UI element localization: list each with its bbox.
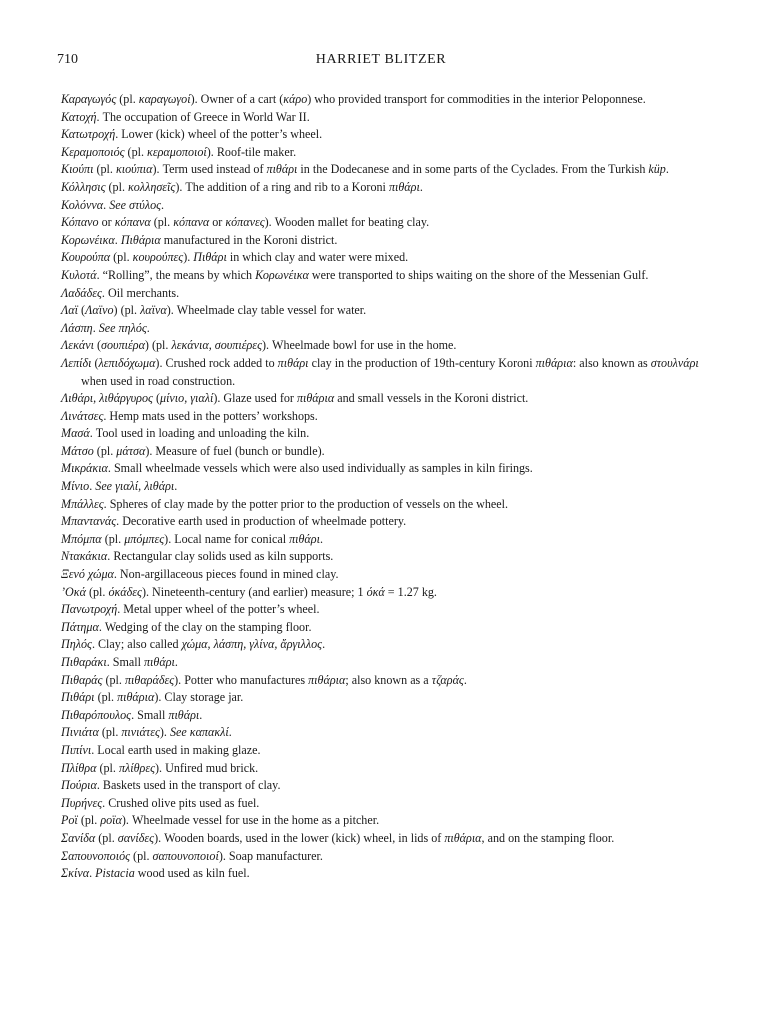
entry-text: . Decorative earth used in production of wheelmade pottery. bbox=[116, 514, 407, 529]
entry-text: λεκάνια, σουπιέρες bbox=[171, 338, 262, 353]
entry-text: when used in road construction. bbox=[81, 373, 236, 388]
entry-text: . Rectangular clay solids used as kiln supports. bbox=[107, 549, 334, 564]
entry-term: Πηλός bbox=[61, 637, 92, 652]
glossary-entry bbox=[61, 812, 706, 830]
glossary-entry bbox=[61, 548, 706, 566]
entry-term: Κόλλησις bbox=[61, 179, 106, 194]
entry-text: μάτσα bbox=[116, 443, 146, 458]
entry-text: . Wedging of the clay on the stamping floor. bbox=[98, 619, 312, 634]
entry-text: ). Unfired mud brick. bbox=[155, 760, 259, 775]
entry-text: . Spheres of clay made by the potter prior to the production of vessels on the wheel. bbox=[103, 496, 509, 511]
entry-text: or bbox=[209, 215, 226, 230]
glossary-entry bbox=[61, 830, 706, 848]
entry-text: ). Potter who manufactures bbox=[174, 672, 309, 687]
entry-term: Σαπουνοποιός bbox=[61, 848, 131, 863]
entry-term: Καραγωγός bbox=[61, 92, 117, 106]
glossary-entry bbox=[61, 654, 706, 672]
entry-text: στουλνάρι bbox=[650, 355, 699, 370]
glossary-entry bbox=[61, 232, 706, 250]
entry-text: ( bbox=[93, 338, 102, 353]
entry-text: See γιαλί, λιθάρι bbox=[95, 479, 175, 494]
entry-text: , and on the stamping floor. bbox=[481, 830, 615, 845]
entry-term: Λαϊ bbox=[61, 303, 79, 318]
entry-term: Πούρια bbox=[61, 778, 97, 793]
entry-text: ). Glaze used for bbox=[213, 391, 297, 406]
glossary-entry bbox=[61, 425, 706, 443]
entry-text: clay in the production of 19th-century Koroni bbox=[308, 355, 536, 370]
entry-text: ). Owner of a cart ( bbox=[190, 92, 284, 106]
glossary-entry bbox=[61, 197, 706, 215]
entry-term: Κιούπι bbox=[61, 162, 94, 177]
entry-term: Πιθαράκι bbox=[61, 655, 107, 669]
entry-term: Κατωτροχή bbox=[61, 127, 116, 142]
glossary-entry bbox=[61, 179, 706, 197]
entry-text: . bbox=[114, 232, 121, 247]
glossary-entry bbox=[61, 795, 706, 813]
entry-text: πιθάρι bbox=[388, 179, 420, 194]
entry-text: : also known as bbox=[572, 355, 651, 370]
entry-text: Πιθάρια bbox=[120, 232, 161, 247]
entry-term: Λεπίδι bbox=[61, 355, 92, 370]
entry-term: Πυρήνες bbox=[61, 795, 103, 810]
entry-text: πιθάρια bbox=[296, 391, 335, 406]
entry-text: πλίθρες bbox=[118, 760, 156, 775]
entry-text: πιθάρι bbox=[289, 531, 320, 546]
entry-text: . bbox=[161, 197, 165, 212]
glossary-entry bbox=[61, 109, 706, 127]
entry-text: σουπιέρα bbox=[101, 338, 145, 353]
entry-text: κόπανα bbox=[114, 215, 151, 230]
glossary-entry bbox=[61, 672, 706, 690]
entry-text: σανίδες bbox=[117, 830, 155, 845]
entry-text: (pl. bbox=[124, 144, 148, 159]
entry-text: . bbox=[199, 707, 203, 722]
entry-text: . bbox=[665, 162, 669, 177]
entry-term: Σκίνα bbox=[61, 866, 90, 881]
entry-text: Λαϊνο bbox=[85, 303, 114, 318]
entry-text: or bbox=[98, 215, 115, 230]
entry-term: Πινιάτα bbox=[61, 725, 99, 740]
entry-text: . Small bbox=[131, 707, 169, 722]
entry-text: ). Soap manufacturer. bbox=[218, 848, 323, 863]
glossary-entry bbox=[61, 337, 706, 355]
running-head: HARRIET BLITZER bbox=[315, 52, 447, 67]
entry-text: Κορωνέικα bbox=[255, 267, 309, 282]
entry-text: κιούπια bbox=[115, 162, 153, 177]
entry-text: . bbox=[322, 637, 326, 652]
entry-term: ’Οκά bbox=[61, 584, 86, 599]
entry-text: . bbox=[103, 197, 110, 212]
entry-text: (pl. bbox=[85, 584, 109, 599]
glossary-entry bbox=[61, 513, 706, 531]
glossary-entry bbox=[61, 496, 706, 514]
entry-text: in the Dodecanese and in some parts of the Cyclades. From the Turkish bbox=[297, 162, 649, 177]
glossary-entry bbox=[61, 285, 706, 303]
glossary-entry bbox=[61, 214, 706, 232]
entry-text: τζαράς bbox=[431, 672, 464, 687]
entry-text: (pl. bbox=[77, 813, 101, 828]
entry-text: ). Term used instead of bbox=[152, 162, 267, 177]
entry-text: ( bbox=[152, 391, 160, 406]
entry-text: . Local earth used in making glaze. bbox=[91, 742, 261, 757]
glossary-entry bbox=[61, 355, 706, 390]
entry-term: Μασά bbox=[61, 426, 90, 441]
entry-text: ). The addition of a ring and rib to a Koroni bbox=[175, 179, 389, 194]
entry-text: ( bbox=[91, 355, 99, 370]
glossary-entry bbox=[61, 689, 706, 707]
entry-term: Λεκάνι bbox=[61, 338, 94, 353]
entry-text: ). Clay storage jar. bbox=[154, 690, 244, 705]
entry-term: Κολόννα bbox=[61, 197, 104, 212]
glossary-entry bbox=[61, 707, 706, 725]
entry-text: ). Crushed rock added to bbox=[155, 355, 278, 370]
entry-text: . Oil merchants. bbox=[101, 285, 180, 300]
entry-text: ). Wheelmade bowl for use in the home. bbox=[261, 338, 457, 353]
glossary-entry bbox=[61, 777, 706, 795]
entry-text: (pl. bbox=[110, 250, 133, 265]
page-number: 710 bbox=[57, 52, 78, 67]
entry-text: πινιάτες bbox=[121, 725, 160, 740]
entry-text: . bbox=[319, 531, 323, 546]
entry-term: Μικράκια bbox=[61, 461, 108, 476]
entry-text: πιθάρια bbox=[444, 830, 482, 845]
entry-text: πιθάρι bbox=[168, 707, 200, 722]
entry-text: (pl. bbox=[93, 162, 116, 177]
glossary-entry bbox=[61, 144, 706, 162]
glossary-entry bbox=[61, 443, 706, 461]
entry-text: κόπανες bbox=[225, 215, 265, 230]
entry-term: Ξενό χώμα bbox=[61, 567, 114, 582]
entry-text: . Crushed olive pits used as fuel. bbox=[102, 795, 260, 810]
glossary-entry bbox=[61, 601, 706, 619]
entry-text: . bbox=[228, 725, 232, 740]
entry-text: ). Wooden mallet for beating clay. bbox=[264, 215, 430, 230]
entry-text: . Clay; also called bbox=[91, 637, 182, 652]
entry-text: χώμα, λάσπη, γλίνα, ἄργιλλος bbox=[181, 637, 323, 652]
entry-text: . bbox=[89, 479, 96, 494]
glossary-entries bbox=[61, 91, 706, 883]
entry-text: ). Measure of fuel (bunch or bundle). bbox=[145, 443, 325, 458]
glossary-entry bbox=[61, 390, 706, 408]
entry-text: κουρούπες bbox=[132, 250, 184, 265]
entry-term: Πάτημα bbox=[61, 619, 99, 634]
entry-text: (pl. bbox=[130, 848, 153, 863]
glossary-entry bbox=[61, 566, 706, 584]
entry-term: Μάτσο bbox=[61, 443, 94, 458]
entry-text: μίνιο, γιαλί bbox=[160, 391, 214, 406]
entry-text: ). Wooden boards, used in the lower (kick) wheel, in lids of bbox=[154, 830, 445, 845]
entry-text: (pl. bbox=[102, 672, 125, 687]
entry-text: . bbox=[463, 672, 467, 687]
entry-text: ) who provided transport for commodities in the interior Peloponnese. bbox=[307, 92, 646, 106]
entry-text: (pl. bbox=[95, 830, 118, 845]
entry-text: . Small bbox=[106, 655, 144, 669]
entry-term: Κυλοτά bbox=[61, 267, 97, 282]
entry-term: Λιθάρι, λιθάργυρος bbox=[61, 391, 153, 406]
glossary-entry bbox=[61, 126, 706, 144]
entry-term: Μπάλλες bbox=[61, 496, 104, 511]
entry-text: See πηλός bbox=[98, 320, 147, 335]
entry-text: ). Wheelmade clay table vessel for water. bbox=[166, 303, 367, 318]
glossary-entry bbox=[61, 636, 706, 654]
entry-text: . The occupation of Greece in World War II. bbox=[96, 109, 310, 124]
entry-text: . Non-argillaceous pieces found in mined clay. bbox=[113, 567, 339, 582]
entry-term: Πιθαράς bbox=[61, 672, 103, 687]
glossary-entry bbox=[61, 478, 706, 496]
entry-text: . bbox=[92, 320, 99, 335]
entry-text: . Hemp mats used in the potters’ workshops. bbox=[103, 408, 318, 423]
entry-text: όκά bbox=[366, 584, 385, 599]
entry-text: ; also known as a bbox=[345, 672, 432, 687]
entry-text: (pl. bbox=[105, 179, 128, 194]
entry-text: πιθάρι bbox=[266, 162, 298, 177]
entry-text: were transported to ships waiting on the shore of the Messenian Gulf. bbox=[308, 267, 649, 282]
glossary-entry bbox=[61, 408, 706, 426]
entry-text: σαπουνοποιοί bbox=[152, 848, 219, 863]
entry-text: . bbox=[419, 179, 423, 194]
entry-text: πιθάρια bbox=[117, 690, 155, 705]
entry-text: in which clay and water were mixed. bbox=[226, 250, 409, 265]
entry-text: (pl. bbox=[116, 92, 139, 106]
entry-term: Κόπανο bbox=[61, 215, 99, 230]
entry-text: (pl. bbox=[150, 215, 174, 230]
entry-text: . Lower (kick) wheel of the potter’s wheel. bbox=[115, 127, 323, 142]
entry-text: ( bbox=[78, 303, 86, 318]
glossary-entry bbox=[61, 531, 706, 549]
glossary-entry bbox=[61, 760, 706, 778]
entry-text: ). bbox=[159, 725, 170, 740]
entry-text: Πιθάρι bbox=[193, 250, 227, 265]
entry-term: Πανωτροχή bbox=[61, 602, 118, 617]
entry-text: . “Rolling”, the means by which bbox=[96, 267, 256, 282]
glossary-entry bbox=[61, 460, 706, 478]
entry-term: Κεραμοποιός bbox=[61, 144, 125, 159]
entry-text: πιθάρι bbox=[277, 355, 309, 370]
entry-text: ). Wheelmade vessel for use in the home as a pitcher. bbox=[121, 813, 380, 828]
entry-term: Λάσπη bbox=[61, 320, 93, 335]
entry-term: Κατοχή bbox=[61, 109, 97, 124]
entry-text: . Tool used in loading and unloading the kiln. bbox=[89, 426, 310, 441]
entry-text: = 1.27 kg. bbox=[384, 584, 437, 599]
entry-text: καραγωγοί bbox=[138, 92, 191, 106]
entry-term: Πλίθρα bbox=[61, 760, 97, 775]
entry-text: . bbox=[89, 866, 96, 881]
entry-text: . bbox=[174, 655, 178, 669]
entry-text: . Metal upper wheel of the potter’s wheel. bbox=[117, 602, 320, 617]
page-header bbox=[57, 52, 705, 74]
entry-text: manufactured in the Koroni district. bbox=[160, 232, 338, 247]
entry-term: Λινάτσες bbox=[61, 408, 104, 423]
entry-term: Μπαντανάς bbox=[61, 514, 117, 529]
glossary-entry bbox=[61, 848, 706, 866]
entry-text: wood used as kiln fuel. bbox=[134, 866, 250, 881]
glossary-entry bbox=[61, 161, 706, 179]
glossary-entry bbox=[61, 249, 706, 267]
entry-text: . bbox=[174, 479, 178, 494]
entry-text: κόπανα bbox=[173, 215, 210, 230]
entry-text: and small vessels in the Koroni district. bbox=[334, 391, 529, 406]
entry-text: Pistacia bbox=[95, 866, 135, 881]
entry-text: ). Local name for conical bbox=[164, 531, 290, 546]
glossary-entry bbox=[61, 584, 706, 602]
entry-term: Κουρούπα bbox=[61, 250, 111, 265]
entry-text: ). bbox=[183, 250, 194, 265]
entry-text: (pl. bbox=[96, 760, 119, 775]
entry-text: ). Roof-tile maker. bbox=[206, 144, 297, 159]
entry-term: Πιπίνι bbox=[61, 742, 92, 757]
glossary-entry bbox=[61, 619, 706, 637]
glossary-entry bbox=[61, 320, 706, 338]
entry-text: ) (pl. bbox=[113, 303, 141, 318]
entry-text: . bbox=[146, 320, 150, 335]
entry-text: (pl. bbox=[93, 443, 117, 458]
entry-text: πιθάρια bbox=[308, 672, 346, 687]
entry-text: See στύλος bbox=[109, 197, 162, 212]
entry-term: Σανίδα bbox=[61, 830, 96, 845]
entry-text: όκάδες bbox=[108, 584, 142, 599]
entry-term: Πιθαρόπουλος bbox=[61, 707, 132, 722]
entry-text: (pl. bbox=[101, 531, 125, 546]
entry-text: ). Nineteenth-century (and earlier) measure; 1 bbox=[141, 584, 367, 599]
entry-text: ) (pl. bbox=[144, 338, 172, 353]
entry-text: λαϊνα bbox=[140, 303, 167, 318]
glossary-entry bbox=[61, 742, 706, 760]
entry-text: κάρο bbox=[283, 92, 308, 106]
entry-text: πιθάρια bbox=[535, 355, 573, 370]
entry-text: (pl. bbox=[94, 690, 118, 705]
glossary-entry bbox=[61, 302, 706, 320]
entry-term: Μπόμπα bbox=[61, 531, 102, 546]
entry-text: küp bbox=[648, 162, 666, 177]
entry-text: πιθαράδες bbox=[124, 672, 175, 687]
entry-text: ροϊα bbox=[100, 813, 122, 828]
entry-term: Λαδάδες bbox=[61, 285, 102, 300]
entry-term: Κορωνέικα bbox=[61, 232, 115, 247]
entry-text: See καπακλί bbox=[169, 725, 229, 740]
entry-term: Νταкάκια bbox=[61, 549, 108, 564]
entry-text: πιθάρι bbox=[144, 655, 175, 669]
glossary-entry bbox=[61, 91, 706, 109]
entry-text: . Small wheelmade vessels which were also used individually as samples in kiln firings. bbox=[107, 461, 533, 476]
entry-text: μπόμπες bbox=[124, 531, 165, 546]
glossary-entry bbox=[61, 724, 706, 742]
glossary-entry bbox=[61, 865, 706, 883]
entry-term: Μίνιο bbox=[61, 479, 90, 494]
entry-term: Ροϊ bbox=[61, 813, 78, 828]
entry-text: λεπιδόχωμα bbox=[98, 355, 156, 370]
entry-text: κεραμοποιοί bbox=[147, 144, 207, 159]
entry-text: . Baskets used in the transport of clay. bbox=[96, 778, 281, 793]
entry-term: Πιθάρι bbox=[61, 690, 95, 705]
glossary-entry bbox=[61, 267, 706, 285]
entry-text: (pl. bbox=[98, 725, 122, 740]
entry-text: κολλησεῖς bbox=[128, 179, 176, 194]
